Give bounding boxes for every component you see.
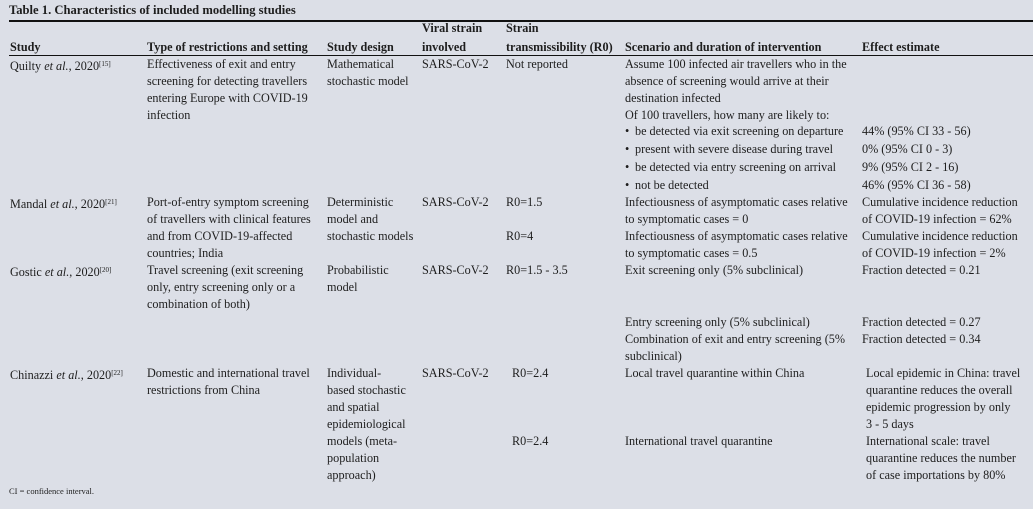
effect-estimate: Cumulative incidence reduction <box>862 195 1018 209</box>
citation-year: , 2020 <box>80 368 112 382</box>
study-design-text: based stochastic <box>327 383 406 397</box>
scenario-text: Entry screening only (5% subclinical) <box>625 315 810 329</box>
effect-estimate: International scale: travel <box>866 434 990 448</box>
study-design-text: epidemiological <box>327 417 406 431</box>
citation-author: Mandal <box>10 197 51 211</box>
study-citation <box>10 262 111 281</box>
column-header: Viral strain <box>422 21 483 35</box>
restriction-text: of travellers with clinical features <box>147 212 311 226</box>
scenario-text: • be detected via entry screening on arrival <box>635 159 836 176</box>
scenario-text: to symptomatic cases = 0.5 <box>625 246 758 260</box>
study-design-text: Individual- <box>327 366 382 380</box>
effect-estimate: of case importations by 80% <box>866 468 1006 482</box>
study-design-text: model <box>327 280 358 294</box>
restriction-text: combination of both) <box>147 297 250 311</box>
study-design-text: approach) <box>327 468 376 482</box>
scenario-text: • present with severe disease during travel <box>635 141 833 158</box>
study-citation <box>10 194 117 213</box>
scenario-text: Exit screening only (5% subclinical) <box>625 263 804 277</box>
study-design-text: Probabilistic <box>327 263 389 277</box>
viral-strain: SARS-CoV-2 <box>422 195 489 209</box>
study-design-text: stochastic models <box>327 229 414 243</box>
r0-value: R0=4 <box>506 229 534 243</box>
scenario-text: subclinical) <box>625 349 682 363</box>
viral-strain: SARS-CoV-2 <box>422 263 489 277</box>
column-header: involved <box>422 40 467 54</box>
r0-value: R0=1.5 - 3.5 <box>506 263 568 277</box>
scenario-text: Local travel quarantine within China <box>625 366 805 380</box>
citation-author: Chinazzi <box>10 368 57 382</box>
effect-estimate: Local epidemic in China: travel <box>866 366 1021 380</box>
column-header: Scenario and duration of intervention <box>625 40 822 54</box>
study-design-text: model and <box>327 212 379 226</box>
scenario-text: Of 100 travellers, how many are likely to: <box>625 108 830 122</box>
restriction-text: Travel screening (exit screening <box>147 263 304 277</box>
table-title: Table 1. Characteristics of included modelling studies <box>9 3 296 17</box>
citation-year: , 2020 <box>69 265 100 279</box>
study-design-text: and spatial <box>327 400 380 414</box>
study-design-text: Deterministic <box>327 195 394 209</box>
restriction-text: and from COVID-19-affected <box>147 229 293 243</box>
study-design-text: Mathematical <box>327 57 395 71</box>
restriction-text: only, entry screening only or a <box>147 280 296 294</box>
viral-strain: SARS-CoV-2 <box>422 57 489 71</box>
restriction-text: entering Europe with COVID-19 <box>147 91 308 105</box>
citation-ref[interactable]: [21] <box>105 198 117 206</box>
citation-etal: et al. <box>44 265 70 279</box>
viral-strain: SARS-CoV-2 <box>422 366 489 380</box>
scenario-text: Infectiousness of asymptomatic cases relative <box>625 195 848 209</box>
column-header: Strain <box>506 21 539 35</box>
effect-estimate: Fraction detected = 0.34 <box>862 332 981 346</box>
effect-estimate: quarantine reduces the number <box>866 451 1016 465</box>
restriction-text: infection <box>147 108 191 122</box>
effect-estimate: 46% (95% CI 36 - 58) <box>862 178 971 192</box>
study-citation <box>10 365 123 384</box>
effect-estimate: 9% (95% CI 2 - 16) <box>862 160 959 174</box>
column-header: Type of restrictions and setting <box>147 40 308 54</box>
restriction-text: restrictions from China <box>147 383 261 397</box>
scenario-text: absence of screening would arrive at their <box>625 74 829 88</box>
citation-etal: et al. <box>50 197 75 211</box>
r0-value: R0=2.4 <box>512 434 549 448</box>
study-design-text: models (meta- <box>327 434 398 448</box>
r0-value: R0=1.5 <box>506 195 543 209</box>
effect-estimate: of COVID-19 infection = 62% <box>862 212 1012 226</box>
effect-estimate: 44% (95% CI 33 - 56) <box>862 124 971 138</box>
scenario-text: Combination of exit and entry screening (5% <box>625 332 845 346</box>
column-header: transmissibility (R0) <box>506 40 613 54</box>
scenario-text: • be detected via exit screening on departure <box>635 123 843 140</box>
citation-year: , 2020 <box>74 197 106 211</box>
citation-ref[interactable]: [22] <box>111 369 123 377</box>
citation-etal: et al. <box>44 59 69 73</box>
citation-year: , 2020 <box>68 59 100 73</box>
study-design-text: stochastic model <box>327 74 409 88</box>
restriction-text: countries; India <box>147 246 224 260</box>
restriction-text: Port-of-entry symptom screening <box>147 195 309 209</box>
effect-estimate: Fraction detected = 0.27 <box>862 315 981 329</box>
r0-value: Not reported <box>506 57 568 71</box>
effect-estimate: 3 - 5 days <box>866 417 914 431</box>
scenario-text: Assume 100 infected air travellers who in the <box>625 57 847 71</box>
citation-ref[interactable]: [15] <box>99 60 111 68</box>
study-design-text: population <box>327 451 380 465</box>
effect-estimate: Fraction detected = 0.21 <box>862 263 981 277</box>
scenario-text: to symptomatic cases = 0 <box>625 212 749 226</box>
column-header: Study design <box>327 40 394 54</box>
citation-etal: et al. <box>56 368 81 382</box>
scenario-text: • not be detected <box>635 177 709 194</box>
citation-author: Quilty <box>10 59 45 73</box>
r0-value: R0=2.4 <box>512 366 549 380</box>
restriction-text: Domestic and international travel <box>147 366 310 380</box>
citation-ref[interactable]: [20] <box>99 266 112 274</box>
effect-estimate: of COVID-19 infection = 2% <box>862 246 1006 260</box>
effect-estimate: Cumulative incidence reduction <box>862 229 1018 243</box>
restriction-text: Effectiveness of exit and entry <box>147 57 296 71</box>
citation-author: Gostic <box>10 265 45 279</box>
effect-estimate: quarantine reduces the overall <box>866 383 1013 397</box>
scenario-text: Infectiousness of asymptomatic cases relative <box>625 229 848 243</box>
column-header: Study <box>10 40 41 54</box>
effect-estimate: epidemic progression by only <box>866 400 1011 414</box>
effect-estimate: 0% (95% CI 0 - 3) <box>862 142 953 156</box>
scenario-text: destination infected <box>625 91 721 105</box>
column-header: Effect estimate <box>862 40 940 54</box>
scenario-text: International travel quarantine <box>625 434 773 448</box>
restriction-text: screening for detecting travellers <box>147 74 308 88</box>
study-citation <box>10 56 111 75</box>
footnote: CI = confidence interval. <box>9 486 95 496</box>
